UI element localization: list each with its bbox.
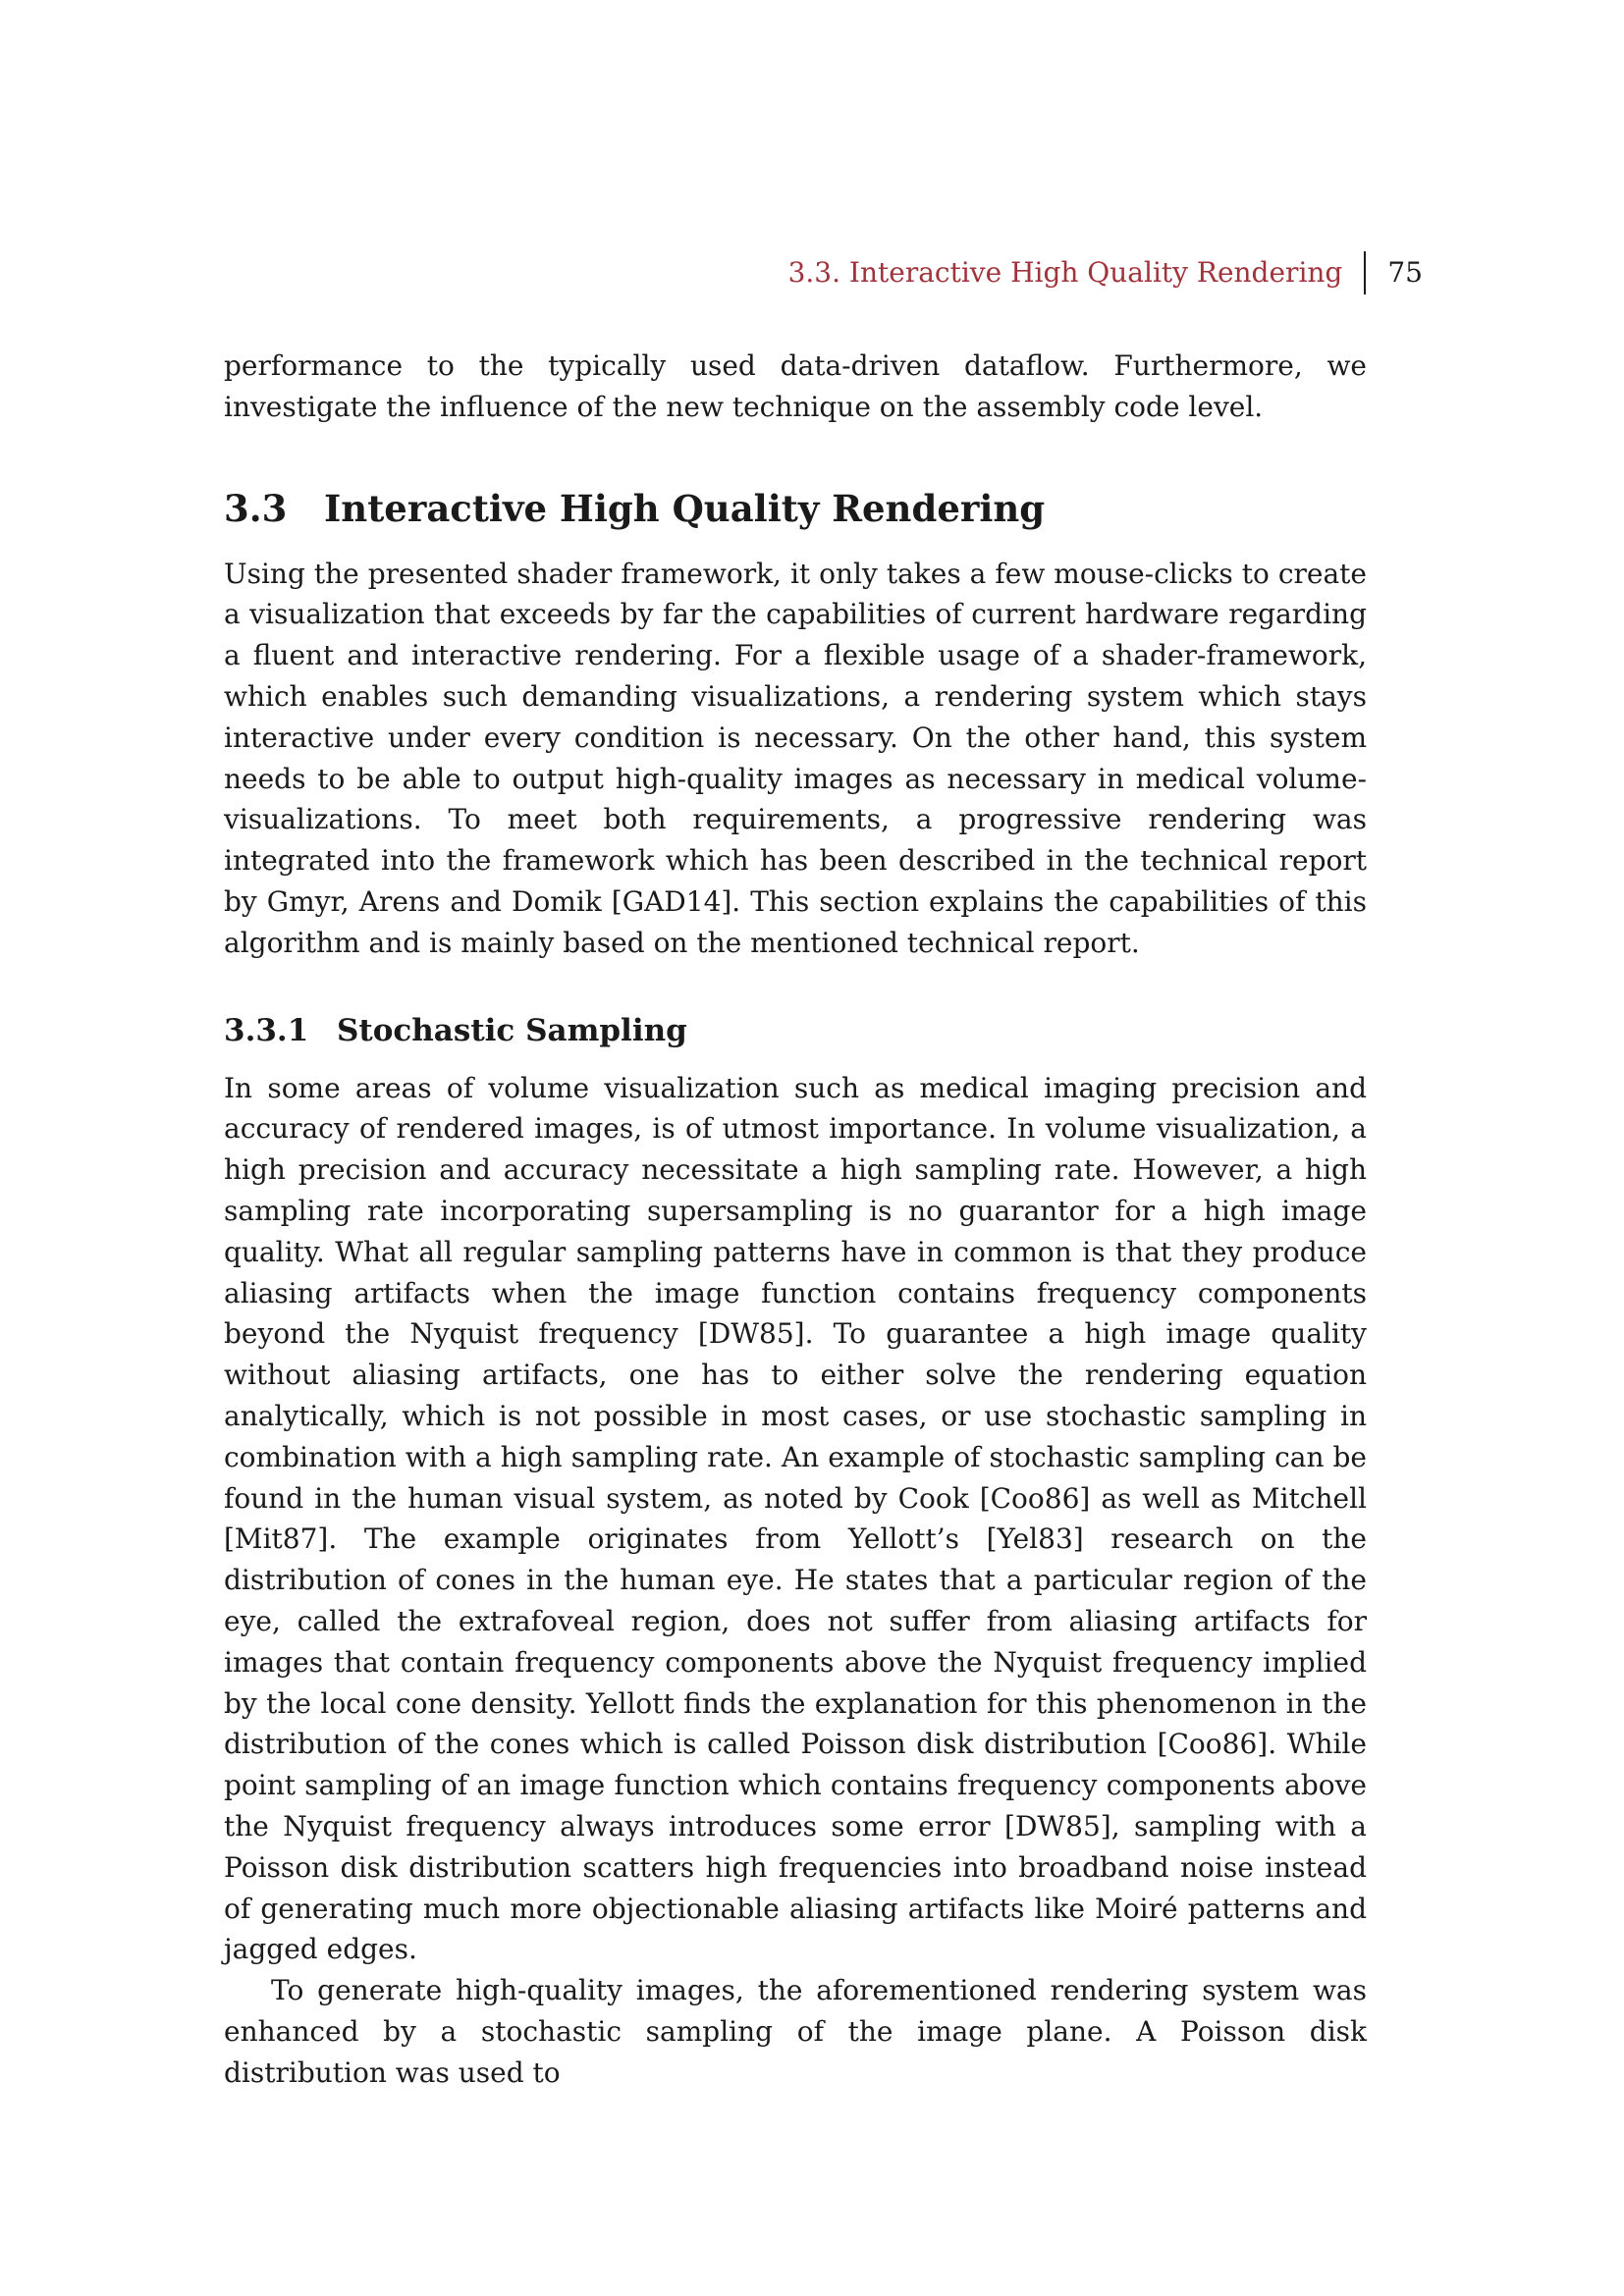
spacer xyxy=(224,1048,1367,1068)
section-heading xyxy=(224,487,1367,530)
subsection-number: 3.3.1 xyxy=(224,1012,309,1048)
spacer xyxy=(224,964,1367,1013)
intro-paragraph: performance to the typically used data-driven dataflow. Furthermore, we investigate the influence of the new technique on the assembly code level. xyxy=(224,349,1367,423)
section-paragraph: Using the presented shader framework, it only takes a few mouse-clicks to create a visualization that exceeds by far the capabilities of current hardware regarding a fluent and interactive rendering. For a flexible usage of a shader-framework, which enables such demanding visualizations, a rendering system which stays interactive under every condition is necessary. On the other hand, this system needs to be able to output high-quality images as necessary in medical volume-visualizations. To meet both requirements, a progressive rendering was integrated into the framework which has been described in the technical report by Gmyr, Arens and Domik [GAD14]. This section explains the capabilities of this algorithm and is mainly based on the mentioned technical report. xyxy=(224,557,1367,959)
section-title: Interactive High Quality Rendering xyxy=(324,486,1046,530)
subsection-heading xyxy=(224,1013,1367,1048)
spacer xyxy=(224,530,1367,554)
running-head xyxy=(788,251,1423,294)
spacer xyxy=(224,428,1367,487)
page-number: 75 xyxy=(1387,256,1423,289)
subsection-paragraph-2: To generate high-quality images, the aforementioned rendering system was enhanced by a stochastic sampling of the image plane. A Poisson disk distribution was used to xyxy=(224,1974,1367,2089)
subsection-title: Stochastic Sampling xyxy=(337,1012,687,1048)
subsection-paragraph-1: In some areas of volume visualization such as medical imaging precision and accuracy of rendered images, is of utmost importance. In volume visualization, a high precision and accuracy necessitate a high sampling rate. However, a high sampling rate incorporating supersampling is no guarantor for a high image quality. What all regular sampling patterns have in common is that they produce aliasing artifacts when the image function contains frequency components beyond the Nyquist frequency [DW85]. To guarantee a high image quality without aliasing artifacts, one has to either solve the rendering equation analytically, which is not possible in most cases, or use stochastic sampling in combination with a high sampling rate. An example of stochastic sampling can be found in the human visual system, as noted by Cook [Coo86] as well as Mitchell [Mit87]. The example originates from Yellott’s [Yel83] research on the distribution of cones in the human eye. He states that a particular region of the eye, called the extrafoveal region, does not suffer from aliasing artifacts for images that contain frequency components above the Nyquist frequency implied by the local cone density. Yellott finds the explanation for this phenomenon in the distribution of the cones which is called Poisson disk distribution [Coo86]. While point sampling of an image function which contains frequency components above the Nyquist frequency always introduces some error [DW85], sampling with a Poisson disk distribution scatters high frequencies into broadband noise instead of generating much more objectionable aliasing artifacts like Moiré patterns and jagged edges. xyxy=(224,1071,1367,1966)
page-body xyxy=(224,346,1367,2093)
running-head-section-title: 3.3. Interactive High Quality Rendering xyxy=(787,256,1343,289)
section-number: 3.3 xyxy=(224,486,288,530)
